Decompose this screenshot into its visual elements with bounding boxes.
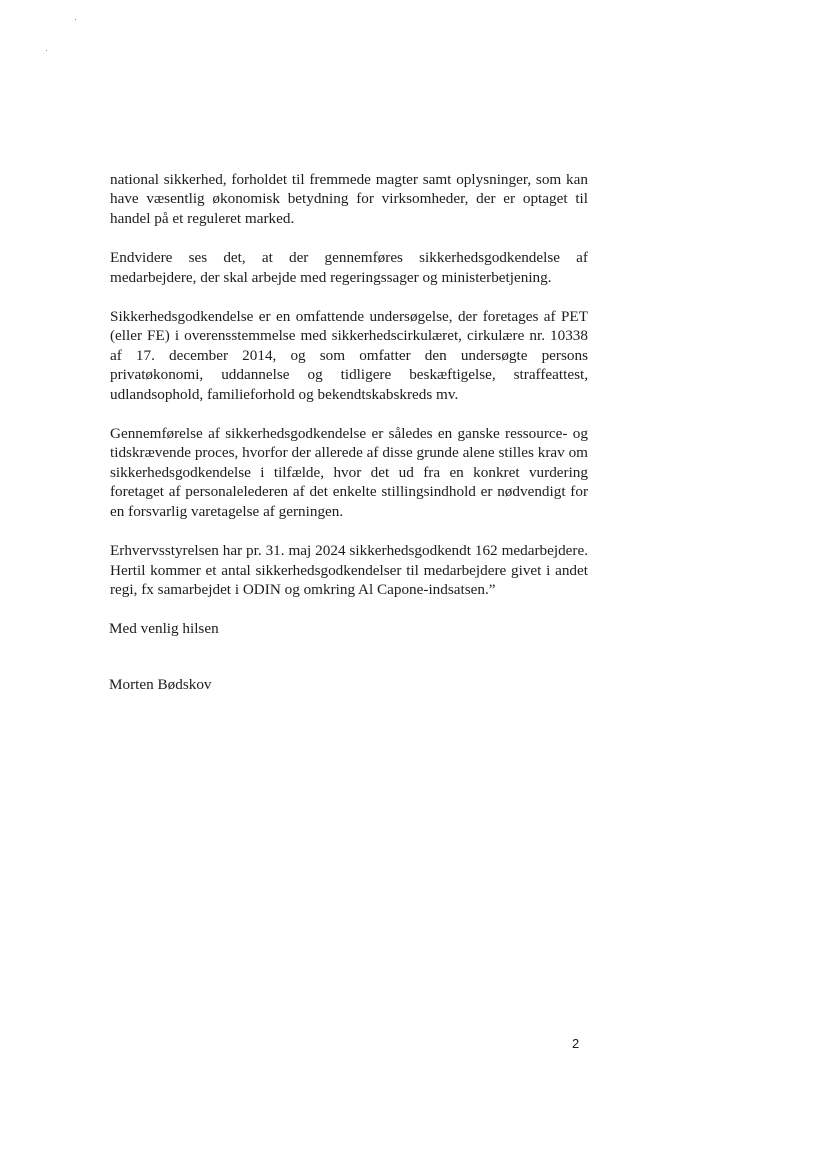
paragraph-4: Gennemførelse af sikkerhedsgodkendelse er således en ganske ressource- og tidskrævende proces, hvorfor der allerede af disse grunde alene stilles krav om sikkerhedsgodkendelse i tilfælde, hvor det ud fra en konkret vurdering foretaget af personalelederen af det enkelte stillingsindhold er nødvendigt for en forsvarlig varetagelse af gerningen. [110,425,588,520]
closing-salutation: Med venlig hilsen [109,620,219,637]
paragraph-2: Endvidere ses det, at der gennemføres sikkerhedsgodkendelse af medarbejdere, der skal arbejde med regeringssager og ministerbetjening. [110,249,588,286]
scan-speck [75,19,76,20]
letter-body [110,170,588,619]
paragraph-5: Erhvervsstyrelsen har pr. 31. maj 2024 sikkerhedsgodkendt 162 medarbejdere. Hertil kommer et antal sikkerhedsgodkendelser til medarbejdere givet i andet regi, fx samarbejdet i ODIN og omkring Al Capone-indsatsen.” [110,542,588,598]
signature-name: Morten Bødskov [109,676,212,693]
page-number: 2 [572,1036,580,1051]
paragraph-3: Sikkerhedsgodkendelse er en omfattende undersøgelse, der foretages af PET (eller FE) i overensstemmelse med sikkerhedscirkulæret, cirkulære nr. 10338 af 17. december 2014, og som omfatter den undersøgte persons privatøkonomi, uddannelse og tidligere beskæftigelse, straffeattest, udlandsophold, familieforhold og bekendtskabskreds mv. [110,308,588,403]
scan-speck [46,50,47,51]
paragraph-1: national sikkerhed, forholdet til fremmede magter samt oplysninger, som kan have væsentlig økonomisk betydning for virksomheder, der er optaget til handel på et reguleret marked. [110,171,588,227]
